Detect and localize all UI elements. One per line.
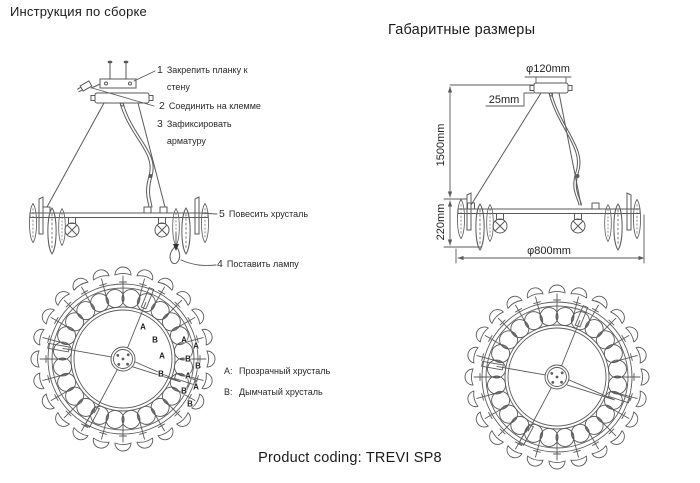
dimension-side-view — [444, 77, 644, 263]
mounting-bracket — [100, 61, 136, 88]
legend-text: Дымчатый хрусталь — [239, 387, 323, 397]
crystal-marker: A — [193, 382, 199, 392]
assembly-step-5 — [219, 206, 308, 223]
assembly-step-2 — [159, 98, 261, 115]
crystal-marker: B — [181, 386, 187, 396]
top-view-plain — [465, 285, 649, 469]
step-text: Зафиксировать арматуру — [166, 119, 232, 146]
ring-frame — [30, 207, 208, 224]
page-title-assembly: Инструкция по сборке — [10, 4, 147, 19]
legend-key: A: — [224, 366, 233, 376]
assembly-step-1 — [157, 62, 259, 96]
crystal-marker: A — [193, 341, 199, 351]
step-number: 1 — [157, 64, 163, 76]
crystal-pendants-left — [457, 193, 493, 250]
legend-key: B: — [224, 387, 233, 397]
legend-text: Прозрачный хрусталь — [239, 366, 331, 376]
legend-transparent-crystal — [224, 366, 330, 376]
product-coding: Product coding: TREVI SP8 — [258, 450, 442, 466]
dim-crystal-row-height: 220mm — [435, 203, 447, 241]
assembly-step-4 — [217, 256, 299, 273]
crystal-marker: B — [185, 354, 191, 364]
crystal-marker: A — [140, 322, 146, 332]
step-text: Соединить на клемме — [168, 101, 261, 111]
dim-canopy-height: 25mm — [488, 94, 520, 106]
step-text: Повесить хрусталь — [228, 209, 309, 219]
crystal-marker: A — [185, 371, 191, 381]
canopy — [91, 93, 153, 106]
suspension-cables — [47, 103, 165, 207]
legend-smoky-crystal — [224, 387, 323, 397]
suspension-cables — [471, 93, 582, 205]
crystal-marker: B — [152, 335, 158, 345]
page-title-dimensions: Габаритные размеры — [388, 22, 536, 38]
assembly-step-3 — [157, 116, 239, 150]
crystal-marker: B — [187, 399, 193, 409]
wire-terminal — [77, 81, 100, 93]
lamp-socket-icon — [65, 223, 79, 237]
crystal-marker: A — [181, 335, 187, 345]
step-number: 2 — [159, 100, 165, 112]
crystal-marker: A — [159, 351, 165, 361]
light-bulb — [170, 233, 180, 264]
ring-frame — [458, 203, 640, 220]
crystal-marker: B — [158, 369, 164, 379]
lamp-socket-icon — [155, 223, 169, 237]
step-number: 5 — [219, 208, 225, 220]
dim-canopy-diameter: φ120mm — [526, 63, 570, 75]
dim-ring-diameter: φ800mm — [527, 245, 571, 257]
crystal-marker: B — [195, 361, 201, 371]
lamp-socket-icon — [493, 219, 507, 233]
step-number: 3 — [157, 118, 163, 130]
step-text: Поставить лампу — [226, 259, 299, 269]
canopy — [530, 83, 572, 96]
step-number: 4 — [217, 258, 223, 270]
dim-suspension-height: 1500mm — [435, 123, 447, 167]
lamp-socket-icon — [571, 219, 585, 233]
crystal-pendants-right — [605, 193, 641, 250]
step-text: Закрепить планку к стену — [166, 65, 248, 92]
